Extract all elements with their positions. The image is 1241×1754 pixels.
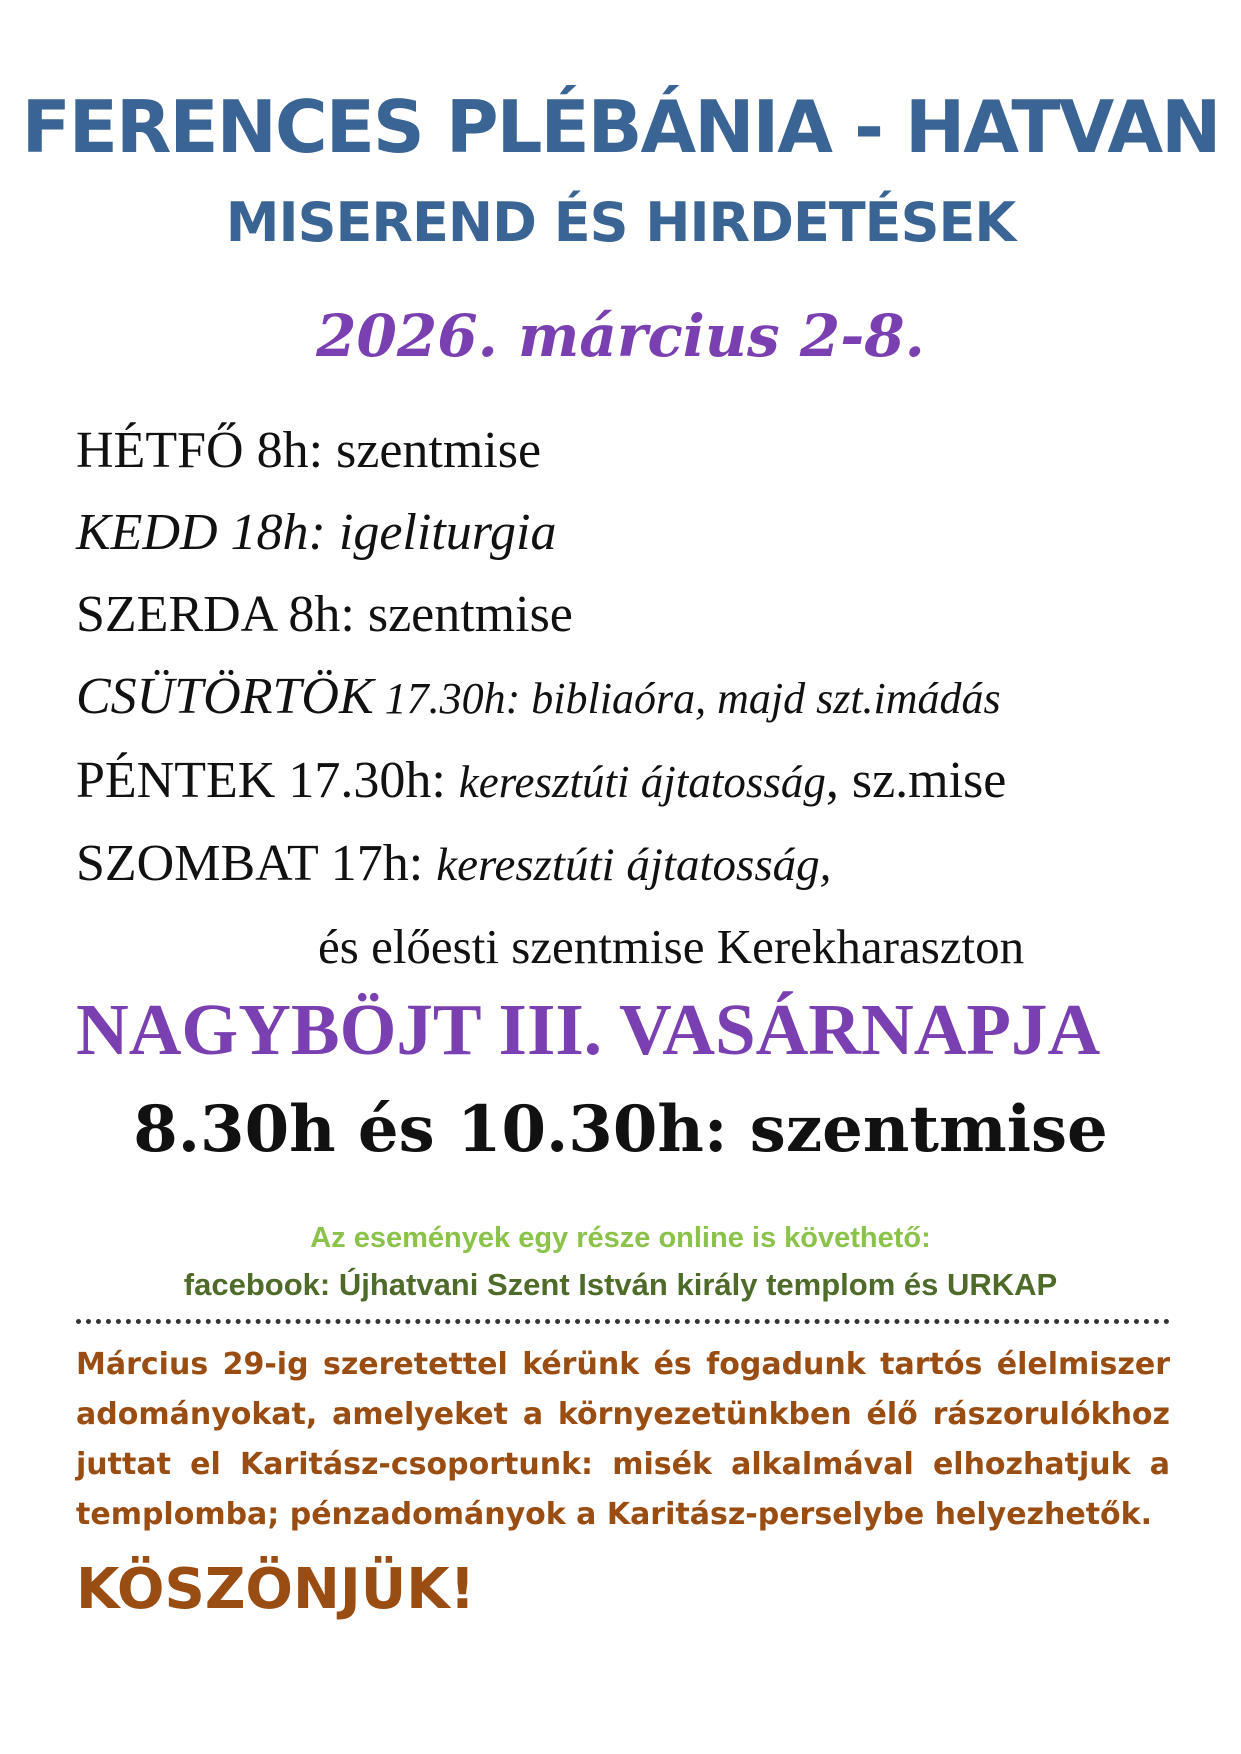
week-date: 2026. március 2-8. [316, 302, 925, 370]
schedule-row-monday [76, 410, 1176, 492]
schedule-row-tuesday [76, 492, 1176, 574]
event-italic-label: keresztúti ájtatosság [458, 757, 826, 807]
facebook-info: facebook: Újhatvani Szent István király templom és URKAP [183, 1267, 1058, 1302]
schedule-row-friday [76, 740, 1176, 823]
page-title: FERENCES PLÉBÁNIA - HATVAN [21, 85, 1220, 169]
day-label: SZOMBAT 17h: [76, 835, 437, 892]
charity-notice: Március 29-ig szeretettel kérünk és fogadunk tartós élelmiszer adományokat, amelyeket a környezetünkben élő rászorulókhoz juttat el Karitász-csoportunk: misék alkalmával elhozhatjuk a templomba; pénzadományok a Karitász-perselybe helyezhetők. [76, 1347, 1170, 1532]
thanks-text: KÖSZÖNJÜK! [76, 1557, 476, 1622]
day-label: PÉNTEK 17.30h: [76, 752, 459, 809]
schedule-row-saturday-continuation: és előesti szentmise Kerekharaszton [318, 919, 1025, 974]
schedule-text: KEDD 18h: igeliturgia [76, 504, 557, 561]
schedule-row-saturday [76, 823, 1176, 906]
sunday-title: NAGYBÖJT III. VASÁRNAPJA [76, 989, 1101, 1070]
day-label: SZERDA [76, 586, 276, 643]
event-label: szentmise [354, 586, 573, 643]
schedule-row-thursday [76, 656, 1176, 740]
time-label: 8h: [275, 586, 355, 643]
dotted-divider [76, 1319, 1170, 1324]
mass-schedule [76, 410, 1176, 988]
event-label: , sz.mise [825, 752, 1007, 809]
time-label: 8h: [243, 422, 324, 479]
online-info: Az események egy része online is követhető: [310, 1222, 931, 1254]
event-label: szentmise [323, 422, 542, 479]
event-italic-label: keresztúti ájtatosság, [436, 839, 832, 891]
day-label: CSÜTÖRTÖK [76, 668, 374, 725]
sunday-mass-times: 8.30h és 10.30h: szentmise [133, 1092, 1108, 1167]
event-label: 17.30h: bibliaóra, majd szt.imádás [373, 674, 1001, 723]
page-subtitle: MISEREND ÉS HIRDETÉSEK [225, 191, 1016, 254]
schedule-row-wednesday [76, 574, 1176, 656]
day-label: HÉTFŐ [76, 422, 244, 479]
